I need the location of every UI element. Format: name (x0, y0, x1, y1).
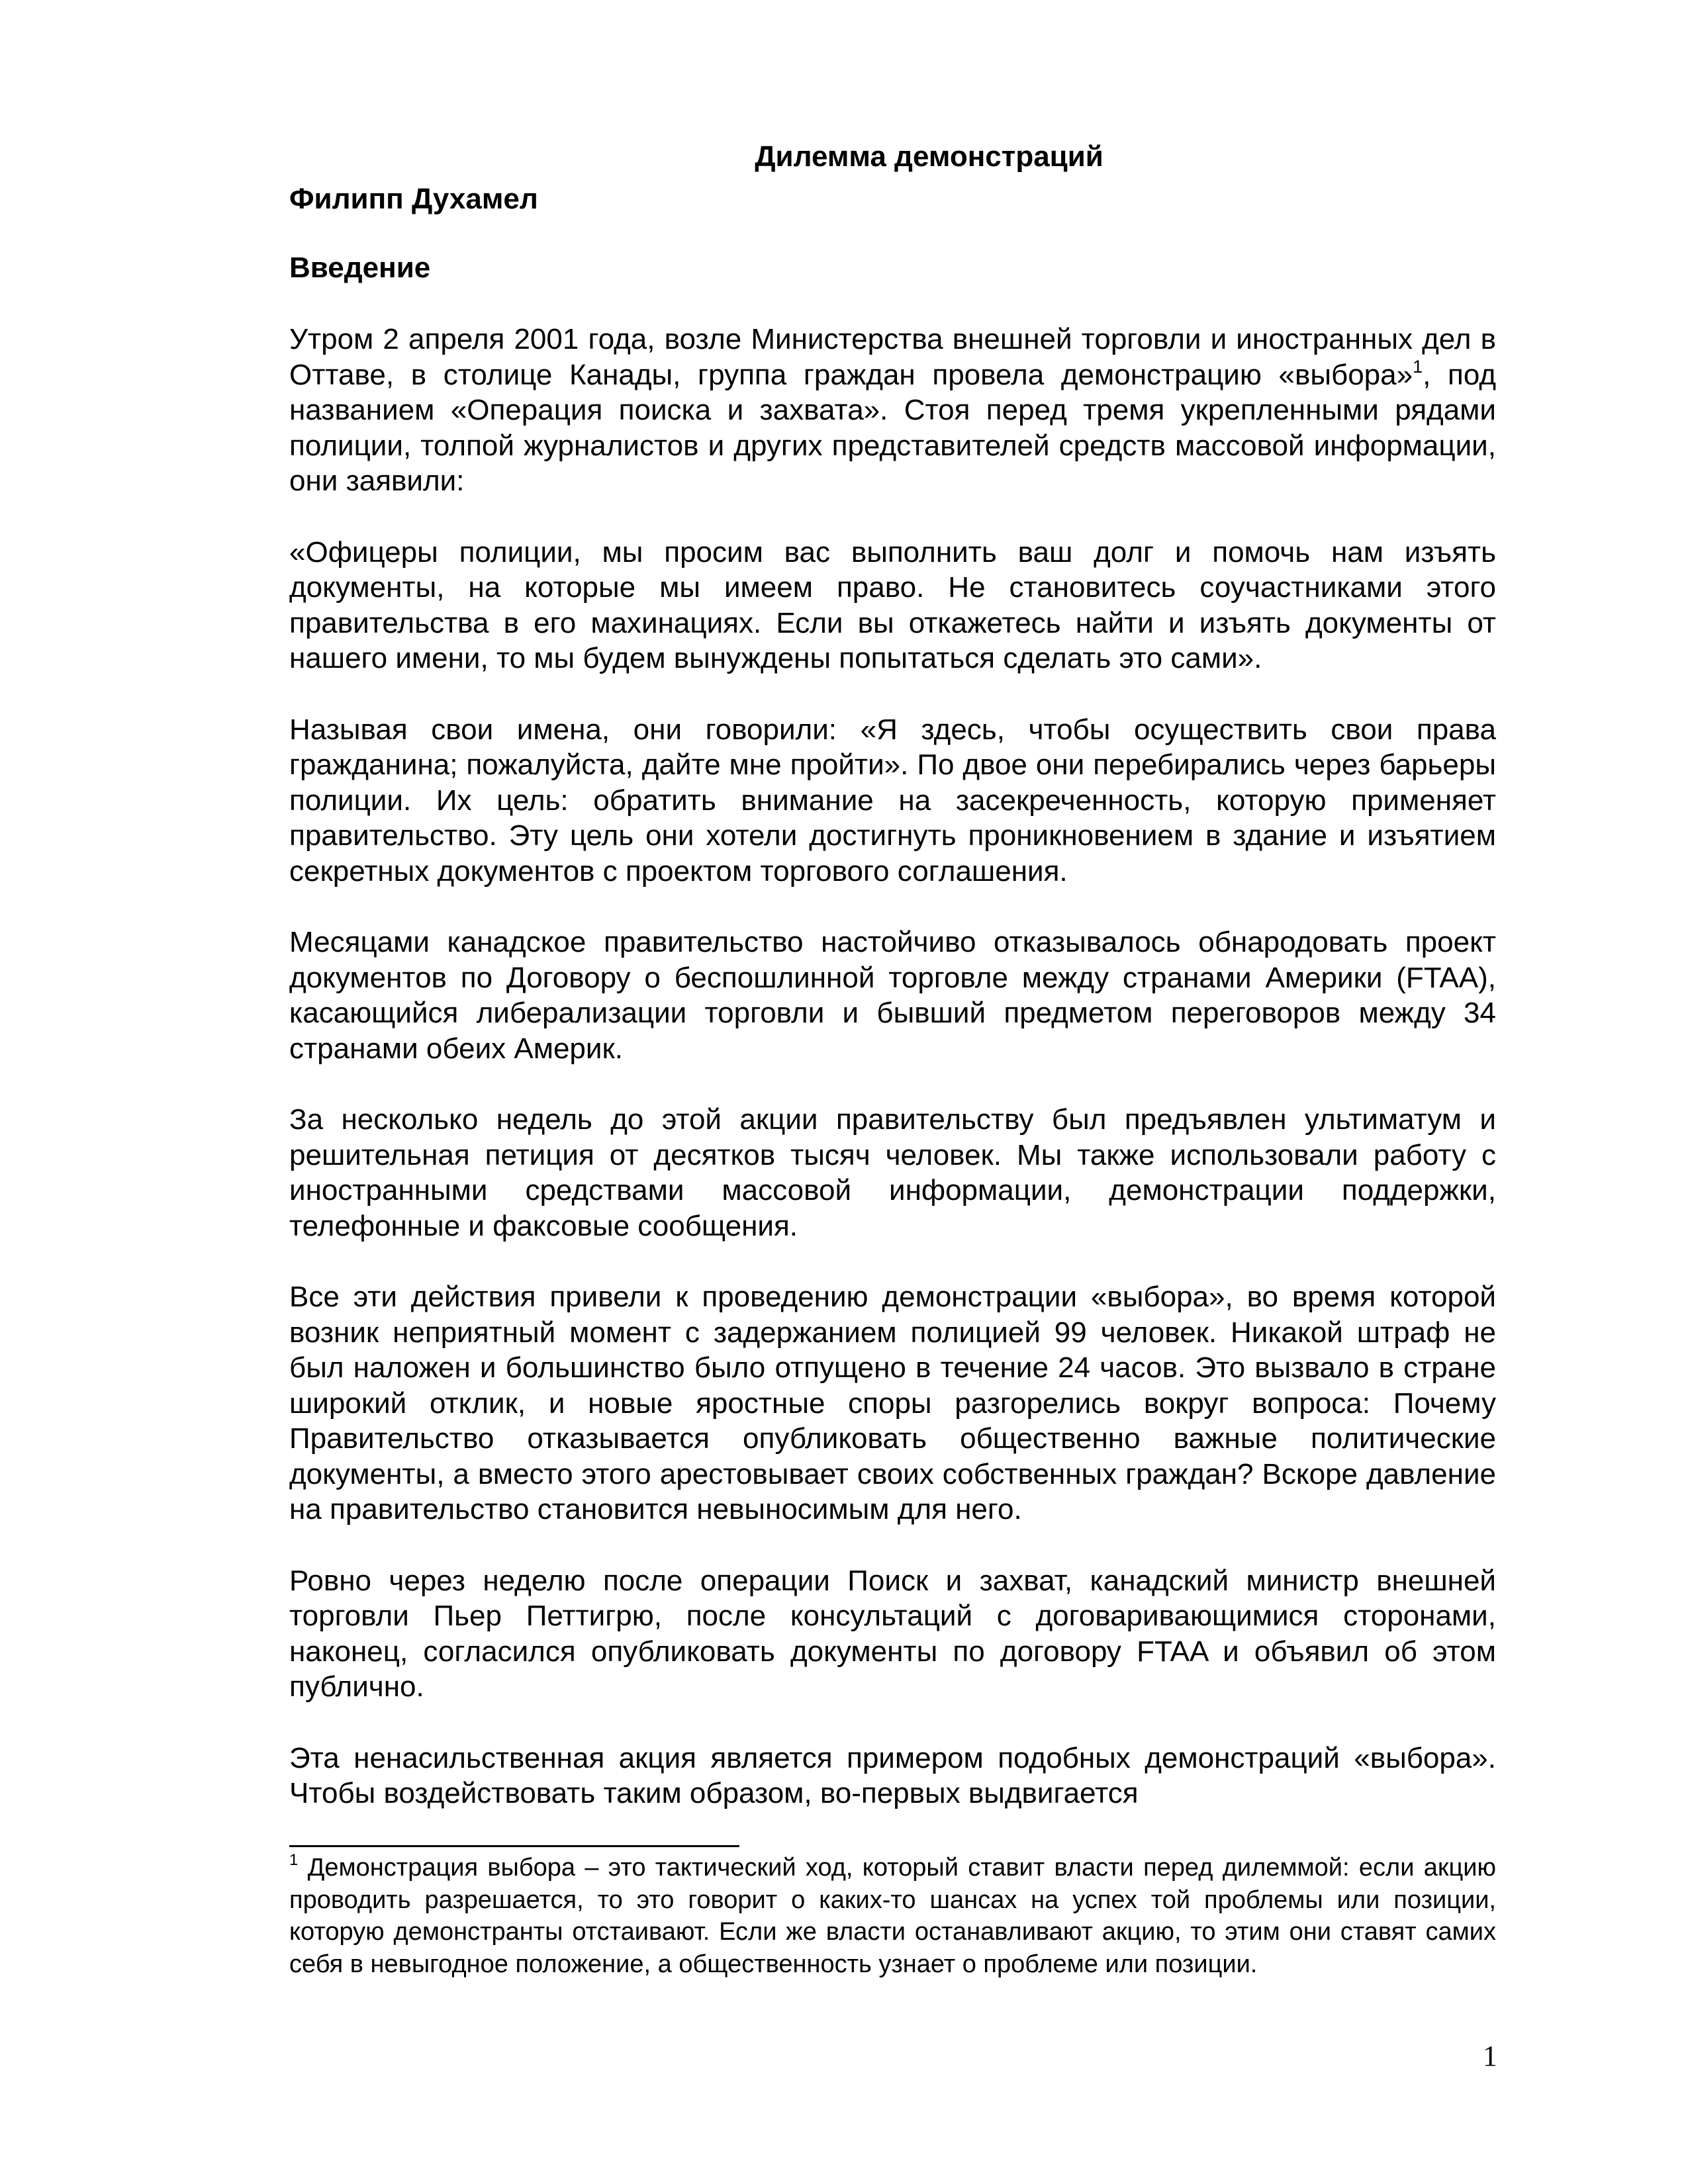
paragraph-5: За несколько недель до этой акции правительству был предъявлен ультиматум и решительная петиция от десятков тысяч человек. Мы также использовали работу с иностранными средствами массовой информации, демонстрации поддержки, телефонные и факсовые сообщения. (289, 1103, 1496, 1242)
paragraph-2: «Офицеры полиции, мы просим вас выполнить ваш долг и помочь нам изъять документы, на которые мы имеем право. Не становитесь соучастниками этого правительства в его махинациях. Если вы откажетесь найти и изъять документы от нашего имени, то мы будем вынуждены попытаться сделать это сами». (289, 535, 1496, 674)
footnote-reference: 1 (1413, 356, 1423, 377)
paragraph-3: Называя свои имена, они говорили: «Я здесь, чтобы осуществить свои права гражданина; пожалуйста, дайте мне пройти». По двое они перебирались через барьеры полиции. Их цель: обратить внимание на засекреченность, которую применяет правительство. Эту цель они хотели достигнуть проникновением в здание и изъятием секретных документов с проектом торгового соглашения. (289, 713, 1496, 887)
document-title: Дилемма демонстраций (755, 140, 1103, 173)
paragraph-1-text-before: Утром 2 апреля 2001 года, возле Министерства внешней торговли и иностранных дел в Оттаве, в столице Канады, группа граждан провела демонстрацию «выбора» (289, 323, 1496, 391)
paragraph-7: Ровно через неделю после операции Поиск и захват, канадский министр внешней торговли Пьер Петтигрю, после консультаций с договаривающимися сторонами, наконец, согласился опубликовать документы по договору FTAA и объявил об этом публично. (289, 1564, 1496, 1703)
paragraph-6: Все эти действия привели к проведению демонстрации «выбора», во время которой возник неприятный момент с задержанием полицией 99 человек. Никакой штраф не был наложен и большинство было отпущено в течение 24 часов. Это вызвало в стране широкий отклик, и новые яростные споры разгорелись вокруг вопроса: Почему Правительство отказывается опубликовать общественно важные политические документы, а вместо этого арестовывает своих собственных граждан? Вскоре давление на правительство становится невыносимым для него. (289, 1281, 1496, 1525)
section-heading: Введение (289, 251, 431, 284)
footnote-marker: 1 (289, 1851, 299, 1870)
paragraph-1-text-after: , под названием «Операция поиска и захвата». Стоя перед тремя укрепленными рядами полиции, толпой журналистов и других представителей средств массовой информации, они заявили: (289, 358, 1497, 497)
paragraph-4: Месяцами канадское правительство настойчиво отказывалось обнародовать проект документов по Договору о беспошлинной торговле между странами Америки (FTAA), касающийся либерализации торговли и бывший предметом переговоров между 34 странами обеих Америк. (289, 926, 1496, 1065)
footnote (289, 1852, 1496, 1980)
author-name: Филипп Духамел (289, 183, 538, 215)
paragraph-8: Эта ненасильственная акция является примером подобных демонстраций «выбора». Чтобы воздействовать таким образом, во-первых выдвигается (289, 1741, 1496, 1809)
footnote-text: Демонстрация выбора – это тактический ход, который ставит власти перед дилеммой: если акцию проводить разрешается, то это говорит о каких-то шансах на успех той проблемы или позиции, которую демонстранты отстаивают. Если же власти останавливают акцию, то этим они ставят самих себя в невыгодное положение, а общественность узнает о проблеме или позиции. (289, 1854, 1496, 1978)
paragraph-1 (289, 322, 1496, 499)
page-number: 1 (1483, 2040, 1497, 2072)
document-body (289, 139, 1496, 1811)
footnote-separator (289, 1845, 739, 1847)
